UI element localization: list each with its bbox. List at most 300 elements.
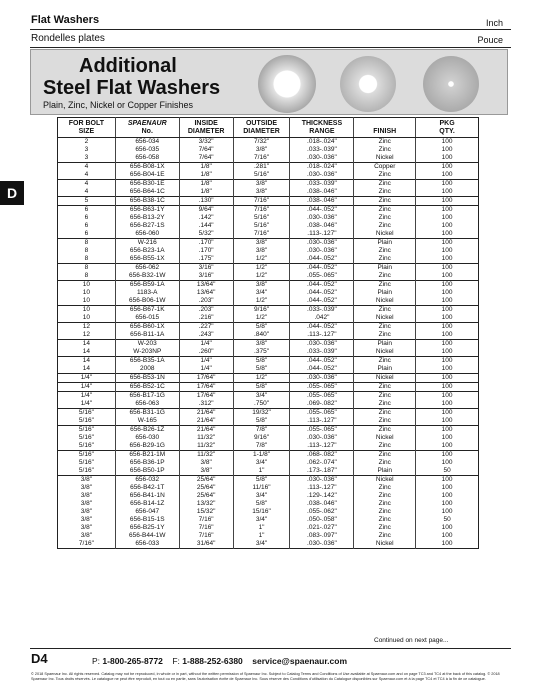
- cell-outside-diameter: 9/16": [233, 306, 290, 315]
- table-row: [58, 357, 479, 366]
- unit-label-en: Inch: [485, 18, 503, 28]
- cell-inside-diameter: .175": [179, 255, 233, 264]
- cell-part-no: 656-B06-1W: [115, 297, 179, 306]
- cell-bolt-size: 6: [58, 206, 116, 215]
- cell-inside-diameter: .203": [179, 306, 233, 315]
- cell-outside-diameter: 5/16": [233, 222, 290, 230]
- cell-part-no: 656-B35-1A: [115, 357, 179, 366]
- cell-bolt-size: 3/8": [80, 500, 93, 507]
- cell-outside-diameter: 9/16": [233, 434, 290, 442]
- cell-part-no: 656-B63-1Y: [115, 206, 179, 215]
- cell-thickness-range: .030-.036": [290, 154, 354, 163]
- cell-outside-diameter: 3/4": [233, 516, 290, 524]
- cell-pkg-qty: 50: [416, 516, 479, 524]
- email-link[interactable]: service@spaenaur.com: [252, 656, 348, 666]
- cell-pkg-qty: 100: [416, 434, 479, 442]
- cell-finish: Zinc: [354, 532, 416, 540]
- cell-thickness-range: .044-.052": [290, 289, 354, 297]
- cell-finish: Nickel: [354, 154, 416, 163]
- cell-part-no: 656-047: [115, 508, 179, 516]
- cell-part-no: 656-032: [115, 476, 179, 485]
- cell-part-no: 656-B36-1P: [115, 459, 179, 467]
- cell-bolt-size: 5/16": [78, 467, 94, 474]
- table-row: [58, 239, 479, 248]
- cell-bolt-size: 8: [84, 272, 89, 279]
- cell-finish: Zinc: [354, 400, 416, 409]
- cell-pkg-qty: 100: [416, 206, 479, 215]
- cell-pkg-qty: 100: [416, 306, 479, 315]
- cell-inside-diameter: 7/64": [179, 146, 233, 154]
- cell-thickness-range: .062-.074": [290, 459, 354, 467]
- cell-bolt-size: 3/8": [80, 532, 93, 539]
- cell-inside-diameter: .130": [179, 197, 233, 206]
- cell-pkg-qty: 100: [416, 524, 479, 532]
- cell-thickness-range: .113-.127": [290, 331, 354, 340]
- cell-pkg-qty: 100: [416, 214, 479, 222]
- table-row: [58, 323, 479, 332]
- table-row: [58, 306, 479, 315]
- cell-bolt-size: 5/16": [58, 451, 116, 460]
- cell-finish: Zinc: [354, 323, 416, 332]
- cell-pkg-qty: 100: [416, 180, 479, 189]
- column-header-line: FOR BOLT: [68, 120, 105, 127]
- table-row: [58, 516, 479, 524]
- table-row: [58, 476, 479, 485]
- table-row: [58, 442, 479, 451]
- cell-part-no: 656-035: [115, 146, 179, 154]
- cell-part-no: 656-B27-1S: [115, 222, 179, 230]
- cell-thickness-range: .042": [290, 314, 354, 323]
- table-row: [58, 434, 479, 442]
- table-row: [58, 206, 479, 215]
- cell-finish: Nickel: [354, 314, 416, 323]
- cell-pkg-qty: 50: [416, 467, 479, 476]
- fax-label: F:: [172, 656, 180, 666]
- cell-part-no: 656-030: [115, 434, 179, 442]
- fax-number: 1-888-252-6380: [182, 656, 243, 666]
- table-row: [58, 281, 479, 290]
- cell-bolt-size: 6: [84, 214, 89, 221]
- cell-thickness-range: .021-.027": [290, 524, 354, 532]
- table-row: [58, 214, 479, 222]
- cell-thickness-range: .033-.039": [290, 180, 354, 189]
- table-row: [58, 383, 479, 392]
- table-row: [58, 365, 479, 374]
- cell-part-no: W-203: [115, 340, 179, 349]
- table-row: [58, 484, 479, 492]
- cell-finish: Nickel: [354, 348, 416, 357]
- cell-bolt-size: 1/4": [58, 383, 116, 392]
- table-row: [58, 230, 479, 239]
- table-row: [58, 222, 479, 230]
- column-header-bolt-size: [58, 118, 116, 138]
- table-row: [58, 492, 479, 500]
- cell-bolt-size: 10: [82, 297, 91, 304]
- column-header-line: THICKNESS: [301, 120, 343, 127]
- cell-pkg-qty: 100: [416, 146, 479, 154]
- cell-finish: Zinc: [354, 206, 416, 215]
- cell-finish: Nickel: [354, 374, 416, 383]
- cell-thickness-range: .050-.058": [290, 516, 354, 524]
- cell-thickness-range: .033-.039": [290, 306, 354, 315]
- cell-thickness-range: .069-.082": [290, 400, 354, 409]
- table-row: [58, 467, 479, 476]
- phone-label: P:: [92, 656, 101, 666]
- cell-finish: Copper: [354, 163, 416, 172]
- cell-finish: Zinc: [354, 222, 416, 230]
- cell-outside-diameter: 1": [233, 524, 290, 532]
- cell-pkg-qty: 100: [416, 163, 479, 172]
- cell-part-no: 656-B64-1C: [115, 188, 179, 197]
- cell-pkg-qty: 100: [416, 289, 479, 297]
- table-row: [58, 289, 479, 297]
- cell-thickness-range: .044-.052": [290, 357, 354, 366]
- cell-pkg-qty: 100: [416, 340, 479, 349]
- cell-finish: Zinc: [354, 146, 416, 154]
- cell-pkg-qty: 100: [416, 171, 479, 180]
- cell-part-no: W-203NP: [115, 348, 179, 357]
- table-row: [58, 255, 479, 264]
- cell-finish: Zinc: [354, 524, 416, 532]
- cell-part-no: 656-063: [115, 400, 179, 409]
- cell-pkg-qty: 100: [416, 138, 479, 147]
- cell-thickness-range: .113-.127": [290, 417, 354, 426]
- cell-finish: Zinc: [354, 188, 416, 197]
- cell-finish: Zinc: [354, 459, 416, 467]
- cell-finish: Zinc: [354, 331, 416, 340]
- cell-part-no: 656-062: [115, 264, 179, 273]
- cell-thickness-range: .030-.036": [290, 171, 354, 180]
- cell-outside-diameter: 1/2": [233, 272, 290, 281]
- cell-outside-diameter: 7/16": [233, 206, 290, 215]
- cell-outside-diameter: 5/16": [233, 171, 290, 180]
- banner-finishes: Plain, Zinc, Nickel or Copper Finishes: [43, 100, 194, 110]
- cell-finish: Zinc: [354, 171, 416, 180]
- cell-outside-diameter: 3/4": [233, 392, 290, 401]
- cell-part-no: 656-033: [115, 540, 179, 549]
- cell-thickness-range: .038-.046": [290, 197, 354, 206]
- cell-part-no: 656-B14-1Z: [115, 500, 179, 508]
- cell-outside-diameter: .281": [233, 163, 290, 172]
- cell-bolt-size: 8: [58, 264, 116, 273]
- cell-inside-diameter: 1/8": [179, 180, 233, 189]
- cell-inside-diameter: .312": [179, 400, 233, 409]
- cell-outside-diameter: 1/2": [233, 374, 290, 383]
- cell-thickness-range: .113-.127": [290, 442, 354, 451]
- cell-inside-diameter: .243": [179, 331, 233, 340]
- cell-finish: Zinc: [354, 197, 416, 206]
- cell-outside-diameter: 19/32": [233, 409, 290, 418]
- cell-bolt-size: 3/8": [80, 508, 93, 515]
- column-header-part-no: [115, 118, 179, 138]
- cell-finish: Zinc: [354, 272, 416, 281]
- cell-bolt-size: 5: [58, 197, 116, 206]
- table-row: [58, 540, 479, 549]
- cell-part-no: 656-B42-1T: [115, 484, 179, 492]
- cell-part-no: 656-B53-1N: [115, 374, 179, 383]
- cell-part-no: 656-B17-1G: [115, 392, 179, 401]
- cell-part-no: 656-B29-1G: [115, 442, 179, 451]
- cell-bolt-size: 3: [84, 146, 89, 153]
- header-divider: [30, 29, 511, 30]
- cell-part-no: W-165: [115, 417, 179, 426]
- cell-inside-diameter: 5/32": [179, 230, 233, 239]
- table-row: [58, 500, 479, 508]
- cell-thickness-range: .113-.127": [290, 230, 354, 239]
- cell-pkg-qty: 100: [416, 484, 479, 492]
- cell-finish: Zinc: [354, 138, 416, 147]
- cell-pkg-qty: 100: [416, 492, 479, 500]
- cell-finish: Zinc: [354, 508, 416, 516]
- cell-pkg-qty: 100: [416, 357, 479, 366]
- cell-outside-diameter: 1/2": [233, 255, 290, 264]
- cell-outside-diameter: 7/32": [233, 138, 290, 147]
- cell-bolt-size: 3/8": [80, 516, 93, 523]
- section-tab[interactable]: D: [0, 181, 24, 205]
- cell-part-no: 656-B13-2Y: [115, 214, 179, 222]
- cell-inside-diameter: 25/64": [179, 484, 233, 492]
- cell-bolt-size: 4: [84, 188, 89, 195]
- cell-outside-diameter: 3/4": [233, 459, 290, 467]
- cell-outside-diameter: 3/8": [233, 247, 290, 255]
- cell-thickness-range: .038-.046": [290, 188, 354, 197]
- cell-finish: Zinc: [354, 417, 416, 426]
- cell-bolt-size: 3: [84, 154, 89, 161]
- cell-outside-diameter: 7/16": [233, 197, 290, 206]
- cell-inside-diameter: 1/4": [179, 365, 233, 374]
- cell-finish: Zinc: [354, 306, 416, 315]
- page-subtitle: Rondelles plates: [31, 33, 105, 44]
- cell-pkg-qty: 100: [416, 508, 479, 516]
- cell-thickness-range: .030-.036": [290, 434, 354, 442]
- cell-outside-diameter: 1": [233, 467, 290, 476]
- cell-part-no: 656-058: [115, 154, 179, 163]
- cell-outside-diameter: 3/8": [233, 146, 290, 154]
- cell-inside-diameter: 21/64": [179, 426, 233, 435]
- cell-inside-diameter: 25/64": [179, 492, 233, 500]
- cell-part-no: 656-B55-1X: [115, 255, 179, 264]
- cell-thickness-range: .068-.082": [290, 451, 354, 460]
- cell-finish: Zinc: [354, 247, 416, 255]
- cell-pkg-qty: 100: [416, 392, 479, 401]
- cell-inside-diameter: 3/16": [179, 272, 233, 281]
- cell-bolt-size: 14: [58, 357, 116, 366]
- cell-part-no: 656-B52-1C: [115, 383, 179, 392]
- cell-bolt-size: 4: [84, 171, 89, 178]
- cell-inside-diameter: 11/32": [179, 451, 233, 460]
- cell-outside-diameter: .375": [233, 348, 290, 357]
- cell-inside-diameter: 7/16": [179, 524, 233, 532]
- table-row: [58, 314, 479, 323]
- cell-pkg-qty: 100: [416, 188, 479, 197]
- cell-outside-diameter: 3/8": [233, 239, 290, 248]
- cell-part-no: 656-B21-1M: [115, 451, 179, 460]
- cell-part-no: 656-B38-1C: [115, 197, 179, 206]
- cell-outside-diameter: 1/2": [233, 264, 290, 273]
- legal-notice: © 2018 Spaenaur Inc. All rights reserved. Catalog may not be reproduced, in whole or in part, without the written permission of Spaenaur Inc. Subject to Catalog Terms and Conditions of Use available at Spaenaur.com and on page TC3 and TC4 at the back of this catalog. © 2018 Spaenaur Inc. Tous droits réservés. Le catalogue ne peut être reproduit, en tout ou en partie, sans l'autorisation écrite de Spaenaur Inc. Sous réserve des Conditions d'utilisation du Catalogue disponibles sur Spaenaur.com et à la page TC4 et TC4 à la fin de ce catalogue.: [31, 672, 500, 681]
- cell-outside-diameter: 5/16": [233, 214, 290, 222]
- cell-inside-diameter: 7/16": [179, 532, 233, 540]
- table-row: [58, 138, 479, 147]
- column-header-line: DIAMETER: [187, 128, 225, 135]
- cell-bolt-size: 14: [58, 340, 116, 349]
- cell-pkg-qty: 100: [416, 264, 479, 273]
- cell-finish: Nickel: [354, 297, 416, 306]
- cell-pkg-qty: 100: [416, 459, 479, 467]
- cell-part-no: 656-B41-1N: [115, 492, 179, 500]
- cell-inside-diameter: 31/64": [179, 540, 233, 549]
- cell-pkg-qty: 100: [416, 348, 479, 357]
- column-header-line: PKG: [439, 120, 455, 127]
- cell-outside-diameter: 3/4": [233, 492, 290, 500]
- cell-finish: Zinc: [354, 500, 416, 508]
- cell-part-no: 656-B04-1E: [115, 171, 179, 180]
- cell-inside-diameter: 3/16": [179, 264, 233, 273]
- phone-number[interactable]: 1-800-265-8772: [102, 656, 163, 666]
- washer-small-hole-image: [423, 56, 479, 112]
- cell-thickness-range: .173-.187": [290, 467, 354, 476]
- column-header-line: QTY.: [439, 128, 455, 135]
- cell-part-no: 656-B32-1W: [115, 272, 179, 281]
- table-row: [58, 426, 479, 435]
- cell-outside-diameter: 5/8": [233, 323, 290, 332]
- cell-part-no: 656-B11-1A: [115, 331, 179, 340]
- cell-thickness-range: .113-.127": [290, 484, 354, 492]
- cell-bolt-size: 5/16": [78, 459, 94, 466]
- cell-part-no: 656-B67-1K: [115, 306, 179, 315]
- cell-pkg-qty: 100: [416, 417, 479, 426]
- cell-finish: Nickel: [354, 540, 416, 549]
- cell-inside-diameter: 17/64": [179, 392, 233, 401]
- cell-part-no: 656-034: [115, 138, 179, 147]
- cell-bolt-size: 8: [58, 239, 116, 248]
- cell-part-no: 656-B44-1W: [115, 532, 179, 540]
- cell-bolt-size: 12: [58, 323, 116, 332]
- cell-bolt-size: 10: [82, 314, 91, 321]
- table-row: [58, 508, 479, 516]
- cell-pkg-qty: 100: [416, 400, 479, 409]
- cell-part-no: 656-B30-1E: [115, 180, 179, 189]
- cell-part-no: 656-015: [115, 314, 179, 323]
- cell-outside-diameter: 3/4": [233, 289, 290, 297]
- cell-bolt-size: 5/16": [78, 434, 94, 441]
- cell-finish: Zinc: [354, 442, 416, 451]
- table-row: [58, 180, 479, 189]
- cell-bolt-size: 8: [84, 255, 89, 262]
- column-header-line: SIZE: [78, 128, 95, 135]
- cell-finish: Zinc: [354, 516, 416, 524]
- cell-bolt-size: 1/4": [80, 400, 93, 407]
- table-row: [58, 264, 479, 273]
- cell-bolt-size: 5/16": [58, 426, 116, 435]
- cell-thickness-range: .044-.052": [290, 297, 354, 306]
- cell-finish: Plain: [354, 365, 416, 374]
- cell-bolt-size: 6: [84, 222, 89, 229]
- cell-pkg-qty: 100: [416, 222, 479, 230]
- cell-inside-diameter: 3/8": [179, 467, 233, 476]
- cell-finish: Plain: [354, 239, 416, 248]
- cell-finish: Zinc: [354, 357, 416, 366]
- table-row: [58, 188, 479, 197]
- washer-table: [57, 117, 479, 549]
- cell-finish: Zinc: [354, 409, 416, 418]
- table-row: [58, 374, 479, 383]
- cell-inside-diameter: 1/4": [179, 340, 233, 349]
- cell-pkg-qty: 100: [416, 255, 479, 264]
- contact-line: [92, 656, 347, 666]
- cell-inside-diameter: .260": [179, 348, 233, 357]
- cell-pkg-qty: 100: [416, 230, 479, 239]
- cell-pkg-qty: 100: [416, 154, 479, 163]
- page-title: Flat Washers: [31, 14, 100, 26]
- cell-bolt-size: 10: [58, 281, 116, 290]
- cell-pkg-qty: 100: [416, 374, 479, 383]
- cell-outside-diameter: .750": [233, 400, 290, 409]
- cell-thickness-range: .030-.036": [290, 540, 354, 549]
- cell-bolt-size: 3/8": [80, 492, 93, 499]
- banner-heading-1: Additional: [79, 55, 177, 77]
- cell-outside-diameter: 3/8": [233, 340, 290, 349]
- table-row: [58, 340, 479, 349]
- cell-outside-diameter: 5/8": [233, 476, 290, 485]
- side-catalog-label: [511, 560, 523, 640]
- cell-inside-diameter: 1/8": [179, 171, 233, 180]
- product-banner: [30, 49, 508, 115]
- cell-thickness-range: .018-.024": [290, 138, 354, 147]
- table-row: [58, 146, 479, 154]
- cell-thickness-range: .044-.052": [290, 323, 354, 332]
- cell-inside-diameter: 3/32": [179, 138, 233, 147]
- cell-inside-diameter: 11/32": [179, 442, 233, 451]
- cell-part-no: 656-B59-1A: [115, 281, 179, 290]
- cell-part-no: W-216: [115, 239, 179, 248]
- column-header-line: RANGE: [309, 128, 335, 135]
- cell-outside-diameter: 7/8": [233, 442, 290, 451]
- cell-bolt-size: 8: [84, 247, 89, 254]
- cell-bolt-size: 4: [58, 180, 116, 189]
- cell-pkg-qty: 100: [416, 426, 479, 435]
- cell-inside-diameter: 13/64": [179, 289, 233, 297]
- cell-finish: Zinc: [354, 451, 416, 460]
- cell-pkg-qty: 100: [416, 281, 479, 290]
- table-row: [58, 154, 479, 163]
- cell-thickness-range: .030-.036": [290, 340, 354, 349]
- cell-inside-diameter: .170": [179, 239, 233, 248]
- cell-bolt-size: 5/16": [58, 409, 116, 418]
- cell-bolt-size: 3/8": [58, 476, 116, 485]
- cell-pkg-qty: 100: [416, 540, 479, 549]
- cell-thickness-range: .044-.052": [290, 264, 354, 273]
- cell-pkg-qty: 100: [416, 365, 479, 374]
- table-row: [58, 297, 479, 306]
- cell-inside-diameter: 13/32": [179, 500, 233, 508]
- cell-bolt-size: 6: [84, 230, 89, 237]
- cell-thickness-range: .055-.062": [290, 508, 354, 516]
- cell-part-no: 656-B23-1A: [115, 247, 179, 255]
- cell-pkg-qty: 100: [416, 272, 479, 281]
- cell-pkg-qty: 100: [416, 239, 479, 248]
- cell-part-no: 656-B15-1S: [115, 516, 179, 524]
- cell-inside-diameter: .203": [179, 297, 233, 306]
- cell-pkg-qty: 100: [416, 247, 479, 255]
- cell-pkg-qty: 100: [416, 197, 479, 206]
- cell-part-no: 1183-A: [115, 289, 179, 297]
- cell-finish: Nickel: [354, 230, 416, 239]
- table-row: [58, 532, 479, 540]
- cell-inside-diameter: 17/64": [179, 374, 233, 383]
- cell-pkg-qty: 100: [416, 314, 479, 323]
- cell-inside-diameter: 15/32": [179, 508, 233, 516]
